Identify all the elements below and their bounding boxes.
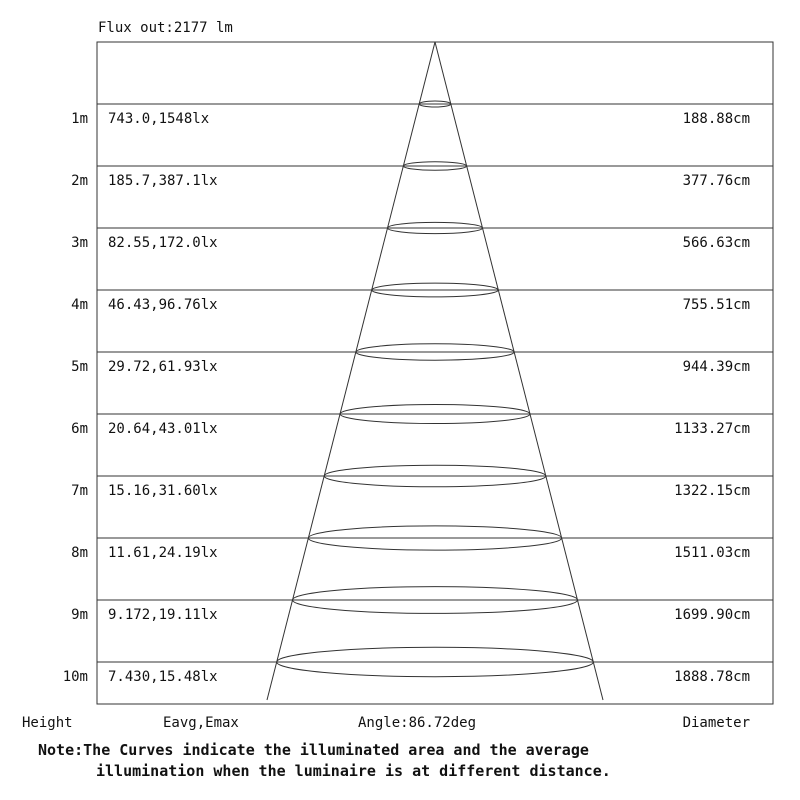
row-illuminance: 29.72,61.93lx (108, 359, 218, 375)
beam-cone (267, 42, 603, 700)
row-illuminance: 46.43,96.76lx (108, 297, 218, 313)
row-height: 4m (71, 297, 88, 313)
eavg-emax-column-label: Eavg,Emax (163, 715, 239, 731)
note-line-1: The Curves indicate the illuminated area and the average (83, 741, 589, 759)
note (38, 740, 778, 782)
row-diameter: 1322.15cm (674, 483, 750, 499)
note-prefix: Note: (38, 741, 84, 759)
row-height: 5m (71, 359, 88, 375)
row-diameter: 1511.03cm (674, 545, 750, 561)
diameter-column-label: Diameter (682, 715, 750, 731)
height-column-label: Height (22, 715, 73, 731)
row-illuminance: 9.172,19.11lx (108, 607, 218, 623)
beam-angle-label: Angle:86.72deg (358, 715, 477, 731)
flux-label: Flux out:2177 lm (98, 20, 233, 36)
row-illuminance: 82.55,172.0lx (108, 235, 218, 251)
row-height: 7m (71, 483, 88, 499)
beam-edge-right (435, 42, 603, 700)
row-illuminance: 11.61,24.19lx (108, 545, 218, 561)
row-height: 1m (71, 111, 88, 127)
row-diameter: 944.39cm (682, 359, 750, 375)
rows-layer (63, 104, 773, 685)
row-diameter: 1133.27cm (674, 421, 750, 437)
row-illuminance: 743.0,1548lx (108, 111, 210, 127)
row-diameter: 188.88cm (682, 111, 750, 127)
row-height: 9m (71, 607, 88, 623)
beam-edge-left (267, 42, 435, 700)
row-illuminance: 20.64,43.01lx (108, 421, 218, 437)
row-height: 2m (71, 173, 88, 189)
row-height: 8m (71, 545, 88, 561)
note-line-2: illumination when the luminaire is at different distance. (96, 762, 611, 780)
row-diameter: 566.63cm (682, 235, 750, 251)
row-height: 6m (71, 421, 88, 437)
row-height: 3m (71, 235, 88, 251)
row-illuminance: 15.16,31.60lx (108, 483, 218, 499)
row-diameter: 1699.90cm (674, 607, 750, 623)
row-illuminance: 185.7,387.1lx (108, 173, 218, 189)
row-illuminance: 7.430,15.48lx (108, 669, 218, 685)
row-diameter: 377.76cm (682, 173, 750, 189)
row-diameter: 755.51cm (682, 297, 750, 313)
row-diameter: 1888.78cm (674, 669, 750, 685)
row-height: 10m (62, 669, 88, 685)
